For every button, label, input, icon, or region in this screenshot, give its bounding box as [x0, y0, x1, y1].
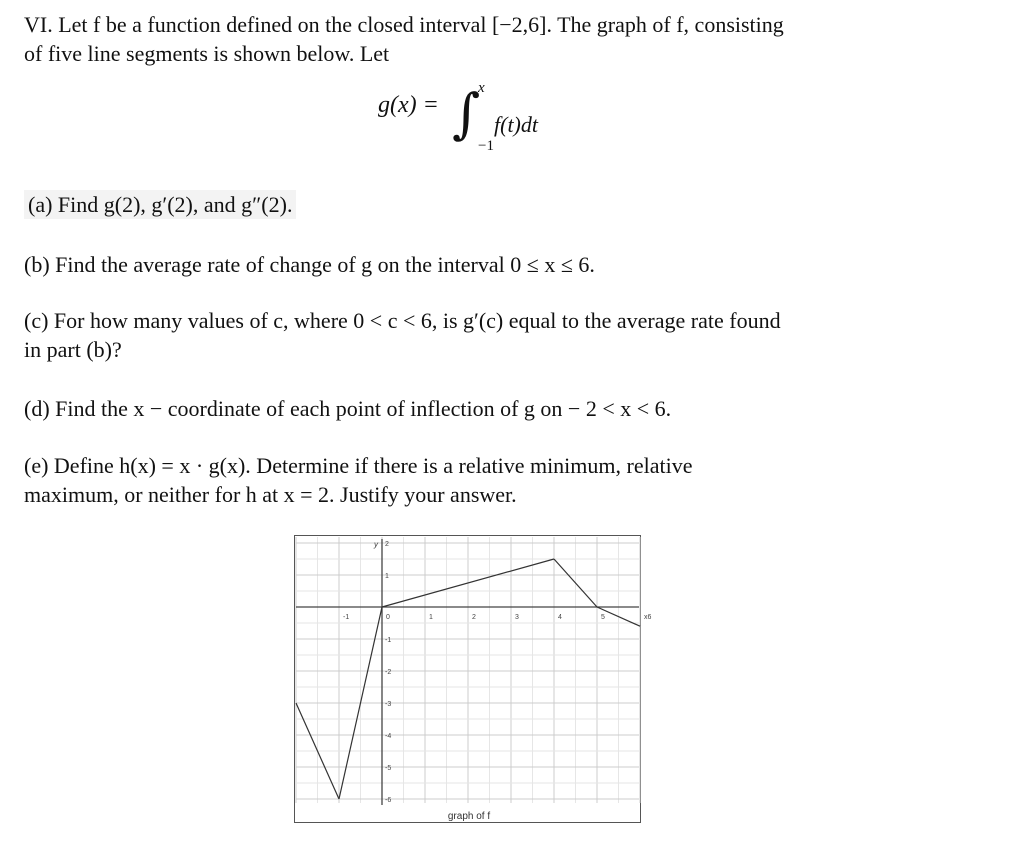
x-tick-label: 0 [386, 614, 390, 621]
part-a-text: (a) Find g(2), g′(2), and g″(2). [24, 190, 296, 219]
part-e-line-2: maximum, or neither for h at x = 2. Justify your answer. [24, 482, 517, 507]
part-c-line-1: (c) For how many values of c, where 0 < c < 6, is g′(c) equal to the average rate found [24, 308, 781, 333]
x-tick-label: 1 [429, 614, 433, 621]
part-b: (b) Find the average rate of change of g on the interval 0 ≤ x ≤ 6. [24, 252, 595, 277]
y-tick-label: -2 [385, 669, 392, 676]
integral-upper-limit: x [478, 80, 485, 96]
y-tick-label: -4 [385, 733, 392, 740]
x-tick-label: 4 [558, 614, 562, 621]
part-e-line-1: (e) Define h(x) = x · g(x). Determine if there is a relative minimum, relative [24, 453, 693, 478]
y-tick-label: -3 [385, 701, 392, 708]
graph-caption: graph of f [447, 811, 491, 822]
x-tick-label: 2 [472, 614, 476, 621]
y-tick-label: -5 [385, 765, 392, 772]
integral-sign-icon: ∫ [452, 82, 481, 145]
x-tick-label: x6 [644, 614, 652, 621]
y-tick-label: 2 [385, 541, 389, 548]
y-tick-label: -6 [385, 797, 392, 804]
integral-lower-limit: −1 [478, 138, 494, 154]
y-tick-label: 1 [385, 573, 389, 580]
y-tick-label: -1 [385, 637, 392, 644]
intro-line-1: VI. Let f be a function defined on the closed interval [−2,6]. The graph of f, consisting [24, 12, 784, 37]
part-a [24, 190, 296, 219]
intro-line-2: of five line segments is shown below. Let [24, 41, 390, 66]
x-tick-label: 5 [601, 614, 605, 621]
part-d: (d) Find the x − coordinate of each point of inflection of g on − 2 < x < 6. [24, 396, 672, 421]
graph-of-f [294, 535, 652, 825]
x-tick-label: 3 [515, 614, 519, 621]
part-c-line-2: in part (b)? [24, 337, 122, 362]
y-axis-label: y [374, 540, 378, 549]
x-tick-label: -1 [343, 614, 350, 621]
equation-lhs: g(x) = [378, 92, 439, 118]
integral-integrand: f(t)dt [494, 112, 538, 137]
